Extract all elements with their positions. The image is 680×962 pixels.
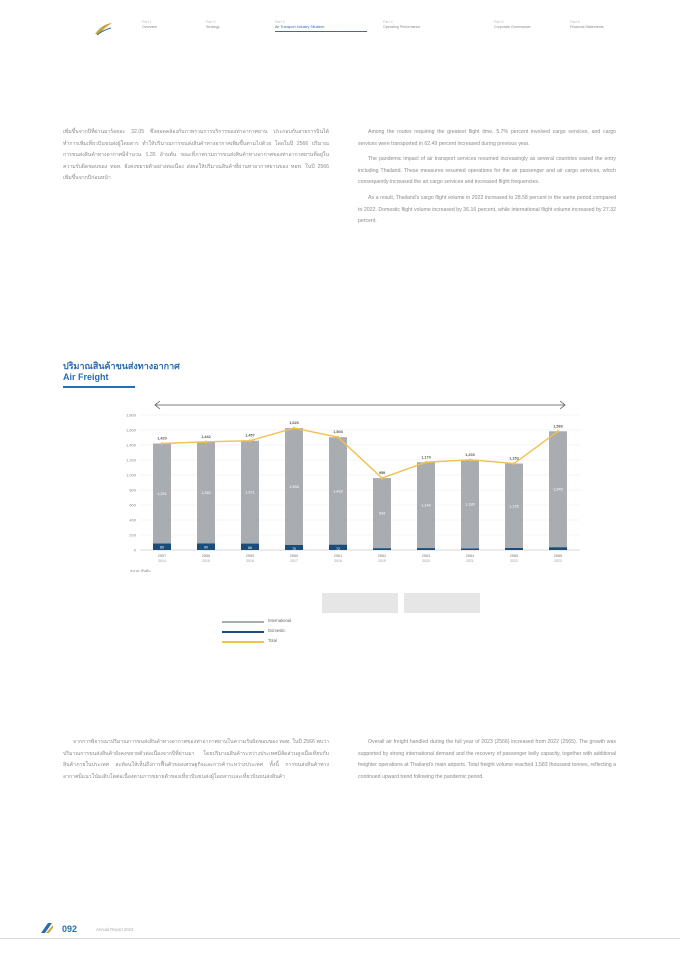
x-tick-label: 2562 — [377, 554, 387, 558]
y-tick-label: 1,000 — [125, 472, 136, 478]
y-tick-label: 200 — [129, 532, 136, 538]
total-data-label: 1,626 — [289, 421, 299, 426]
bar-label-domestic: 26 — [424, 550, 428, 555]
paragraph: จากการพิจารณาปริมาณการขนส่งสินค้าทางอากาศของท่าอากาศยานในความรับผิดชอบของ ทอท. ในปี 2566 พบว่าปริมาณการขนส่งสินค้ายังคงขยายตัวต่อเนื่องจากปีที่ผ่านมา โดยปริมาณสินค้าระหว่างประเทศมีสัดส่วนสูงเมื่อเทียบกับสินค้าภายในประเทศ สะท้อนให้เห็นถึงการฟื้นตัวของเศรษฐกิจและการค้าระหว่างประเทศ ทั้งนี้ การขนส่งสินค้าทางอากาศมีแนวโน้มเติบโตต่อเนื่องตามการขยายตัวของเที่ยวบินขนส่งผู้โดยสารและเที่ยวบินขนส่งสินค้า — [63, 739, 329, 780]
nav-part-6-title: Financial Statements — [570, 24, 604, 29]
bar-label-domestic: 86 — [248, 545, 252, 550]
body-text-right-top — [358, 127, 616, 232]
paragraph: As a result, Thailand's cargo flight volume in 2023 increased to 28.58 percent in the same period compared to 2022. Domestic flight volume increased by 36.16 percent, while international flight volume increased by 27.32 percent. — [358, 194, 616, 225]
x-tick-sublabel: 2016 — [246, 559, 254, 563]
bar-label-international: 934 — [378, 511, 386, 516]
legend-row-domestic — [222, 627, 492, 637]
total-series-point — [249, 439, 252, 442]
nav-part-5[interactable] — [494, 20, 531, 30]
y-tick-label: 400 — [129, 517, 136, 523]
chart-legend-table — [222, 593, 492, 651]
x-tick-label: 2561 — [333, 554, 343, 558]
legend-col1-header — [322, 593, 398, 613]
company-logo-icon[interactable] — [92, 20, 114, 44]
x-tick-sublabel: 2023 — [554, 559, 562, 563]
section-title-english: Air Freight — [63, 372, 109, 382]
total-series-point — [513, 462, 516, 465]
y-tick-label: 0 — [133, 547, 136, 553]
body-text-left-bottom — [63, 737, 329, 787]
legend-label: Domestic — [268, 628, 286, 633]
nav-part-1-number: Part 1 — [142, 20, 152, 24]
total-series-point — [205, 441, 208, 444]
y-tick-label: 600 — [129, 502, 136, 508]
nav-part-4-title: Operating Performance — [383, 24, 421, 29]
total-series-point — [381, 477, 384, 480]
bar-label-international: 1,126 — [509, 504, 519, 509]
air-freight-chart — [80, 385, 600, 585]
total-series-point — [293, 427, 296, 430]
nav-part-2-title: Strategy — [206, 24, 220, 29]
nav-part-3-number: Part 3 — [275, 20, 285, 24]
body-text-left-top — [63, 127, 329, 189]
bar-label-international: 1,352 — [201, 491, 211, 496]
bar-label-domestic: 90 — [204, 545, 208, 550]
total-series-point — [161, 442, 164, 445]
x-tick-label: 2564 — [465, 554, 475, 558]
total-data-label: 1,583 — [553, 424, 563, 429]
legend-swatch-international — [222, 621, 264, 623]
nav-part-6[interactable] — [570, 20, 604, 30]
legend-label: Total — [268, 638, 277, 643]
x-tick-sublabel: 2019 — [378, 559, 386, 563]
legend-row-total — [222, 637, 492, 647]
body-text-right-bottom — [358, 737, 616, 787]
legend-swatch-total — [222, 641, 264, 643]
total-series-point — [337, 436, 340, 439]
bar-label-international: 1,371 — [245, 490, 255, 495]
x-tick-label: 2559 — [245, 554, 255, 558]
legend-header-label — [222, 597, 322, 613]
total-series-point — [425, 461, 428, 464]
total-series-point — [469, 458, 472, 461]
x-tick-sublabel: 2018 — [334, 559, 342, 563]
nav-part-4[interactable] — [383, 20, 420, 30]
y-tick-label: 1,400 — [125, 442, 136, 448]
bar-label-domestic: 27 — [512, 550, 516, 555]
total-data-label: 1,153 — [509, 456, 519, 461]
x-tick-sublabel: 2015 — [202, 559, 210, 563]
x-tick-label: 2558 — [201, 554, 211, 558]
total-data-label: 959 — [378, 471, 386, 476]
y-tick-label: 1,600 — [125, 427, 136, 433]
x-tick-sublabel: 2017 — [290, 559, 298, 563]
bar-label-domestic: 72 — [336, 546, 340, 551]
total-data-label: 1,442 — [201, 434, 211, 439]
x-tick-label: 2563 — [421, 554, 431, 558]
page-number: 092 — [62, 924, 78, 934]
x-tick-sublabel: 2014 — [158, 559, 166, 563]
nav-part-1[interactable] — [142, 20, 157, 30]
legend-col2-header — [404, 593, 480, 613]
bar-label-international: 1,432 — [333, 489, 343, 494]
footer-divider — [0, 938, 680, 939]
x-tick-sublabel: 2022 — [510, 559, 518, 563]
total-data-label: 1,504 — [333, 430, 343, 435]
x-tick-label: 2566 — [553, 554, 563, 558]
bar-label-international: 1,180 — [465, 502, 475, 507]
y-tick-label: 1,800 — [125, 412, 136, 418]
paragraph: The pandemic impact of air transport services resumed increasingly as several countries eased the entry including Thailand. These measures resumed operations for the air passenger and air cargo services, which consequently increased the air cargo services and increased flight frequencies. — [358, 156, 616, 186]
paragraph: Overall air freight handled during the full year of 2023 (2566) increased from 2022 (2565). The growth was supported by strong international demand and the recovery of passenger belly capacity, together with additional freighter operations at Thailand's main airports. Total freight volume reached 1,583 thousand tonnes, reflecting a continued upward trend following the pandemic period. — [358, 739, 616, 780]
footer-text: Annual Report 2023 — [96, 927, 134, 932]
air-freight-chart-svg — [80, 385, 600, 585]
y-tick-label: 800 — [129, 487, 136, 493]
nav-part-1-title: Overview — [142, 24, 157, 29]
nav-part-3-title: Air Transport Industry Situation — [275, 24, 325, 29]
legend-row-international — [222, 617, 492, 627]
x-tick-label: 2560 — [289, 554, 299, 558]
bar-label-domestic: 89 — [160, 545, 164, 550]
total-data-label: 1,203 — [465, 452, 475, 457]
total-series-line — [162, 428, 558, 478]
chart-unit-note: หน่วย: พันตัน — [130, 569, 151, 573]
total-series-point — [557, 430, 560, 433]
nav-part-5-number: Part 5 — [494, 20, 504, 24]
bar-label-domestic: 25 — [380, 550, 384, 555]
bar-label-domestic: 23 — [468, 550, 472, 555]
x-tick-label: 2557 — [157, 554, 167, 558]
legend-label: International — [268, 618, 292, 623]
bar-label-international: 1,144 — [421, 503, 431, 508]
legend-swatch-domestic — [222, 631, 264, 633]
bar-label-domestic: 70 — [292, 546, 296, 551]
nav-part-2[interactable] — [206, 20, 219, 30]
paragraph: Among the routes requiring the greatest flight time, 5.7% percent involved cargo services, and cargo services were transported in 62.49 percent increased during previous year. — [358, 129, 616, 147]
nav-part-2-number: Part 2 — [206, 20, 216, 24]
top-navigation — [0, 18, 680, 48]
x-tick-label: 2565 — [509, 554, 519, 558]
section-title-thai: ปริมาณสินค้าขนส่งทางอากาศ — [63, 361, 180, 371]
nav-part-6-number: Part 6 — [570, 20, 580, 24]
x-tick-sublabel: 2020 — [422, 559, 430, 563]
total-data-label: 1,457 — [245, 433, 255, 438]
nav-part-4-number: Part 4 — [383, 20, 393, 24]
nav-part-5-title: Corporate Governance — [494, 24, 531, 29]
nav-part-3[interactable] — [275, 20, 367, 32]
x-tick-sublabel: 2021 — [466, 559, 474, 563]
paragraph: เพิ่มขึ้นจากปีที่ผ่านมาร้อยละ 32.05 ซึ่งสอดคล้องกับภาพรวมการบริการของท่าอากาศยาน ประกอบกับสายการบินได้ทำการเพิ่มเที่ยวบินขนส่งผู้โดยสาร ทำให้ปริมาณการขนส่งสินค้าทางอากาศเพิ่มขึ้นตามไปด้วย โดยในปี 2566 ปริมาณการขนส่งสินค้าทางอากาศมีจำนวน 1.35 ล้านตัน ขณะที่ภาพรวมการขนส่งสินค้าทางอากาศของท่าอากาศยานที่อยู่ในความรับผิดชอบของ ทอท. ยังคงขยายตัวอย่างต่อเนื่อง ส่งผลให้ปริมาณสินค้าที่ผ่านท่าอากาศยานของ ทอท. ในปี 2566 เพิ่มขึ้นจากปีก่อนหน้า — [63, 129, 329, 182]
footer-brand-icon — [40, 921, 54, 935]
bar-label-domestic: 38 — [556, 549, 560, 554]
bar-label-international: 1,545 — [553, 487, 563, 492]
total-data-label: 1,420 — [157, 436, 167, 441]
bar-label-international: 1,556 — [289, 484, 299, 489]
bar-label-international: 1,331 — [157, 491, 167, 496]
total-data-label: 1,170 — [421, 455, 431, 460]
y-tick-label: 1,200 — [125, 457, 136, 463]
chart-section-title — [63, 361, 180, 383]
